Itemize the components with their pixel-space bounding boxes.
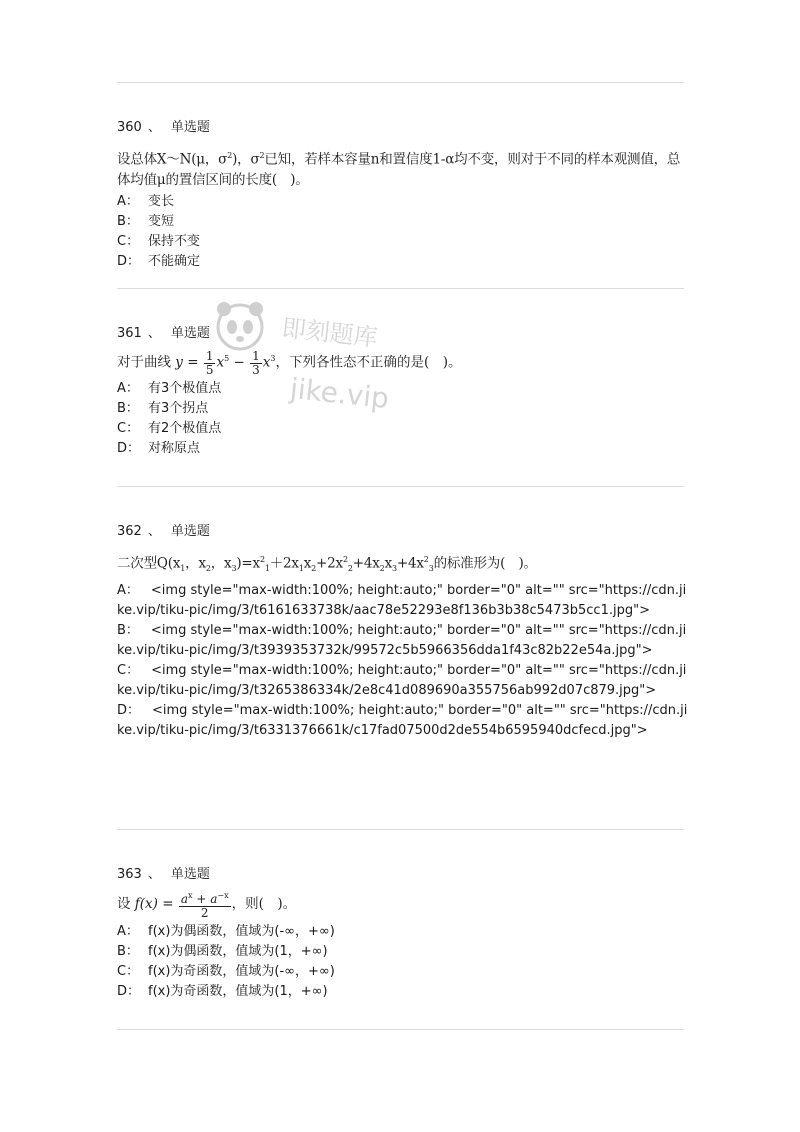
option-label: A： xyxy=(117,924,139,939)
option-text: 变短 xyxy=(148,213,175,229)
option-c[interactable] xyxy=(117,232,697,252)
option-label: D： xyxy=(117,440,141,456)
question-separator: 、 xyxy=(147,326,161,341)
question-type: 单选题 xyxy=(170,867,210,882)
fraction: $\frac{1}{5}$ xyxy=(205,348,214,377)
question-header xyxy=(117,119,697,137)
question-number: 363 xyxy=(117,867,142,882)
question-header xyxy=(117,523,697,541)
question-separator: 、 xyxy=(147,120,161,135)
option-label: D： xyxy=(117,253,141,269)
question-360 xyxy=(117,119,697,272)
question-type: 单选题 xyxy=(170,524,210,539)
option-a[interactable] xyxy=(117,192,697,212)
option-label: B： xyxy=(117,623,139,639)
separator-line xyxy=(117,829,684,830)
option-text: f(x)为奇函数，值域为(-∞，+∞) xyxy=(148,964,335,979)
option-b[interactable] xyxy=(117,942,697,962)
question-header xyxy=(117,325,697,343)
option-label: B： xyxy=(117,213,139,229)
question-number: 362 xyxy=(117,524,142,539)
option-text: f(x)为奇函数，值域为(1，+∞) xyxy=(148,984,328,999)
question-stem: 设 f(x) = $\frac{a^x + a^{-x}}{2}$ ，则( )。 xyxy=(117,891,297,920)
fraction: $\frac{a^x + a^{-x}}{2}$ xyxy=(180,891,229,920)
option-text: 有3个极值点 xyxy=(148,380,222,396)
separator-line xyxy=(117,486,684,487)
option-c[interactable] xyxy=(117,661,689,701)
question-number: 360 xyxy=(117,120,142,135)
option-b[interactable] xyxy=(117,621,689,661)
question-363 xyxy=(117,866,697,1002)
separator-line xyxy=(117,82,684,83)
option-label: A： xyxy=(117,583,139,599)
option-text: 对称原点 xyxy=(148,440,201,456)
option-text: <img style="max-width:100%; height:auto;" border="0" alt="" src="https://cdn.jike.vip/tiku-pic/img/3/t3265386334k/2e8c41d089690a355756ab992d07c879.jpg"> xyxy=(117,663,687,699)
option-label: A： xyxy=(117,380,139,396)
watermark-domain: jike.vip xyxy=(288,371,391,416)
option-b[interactable] xyxy=(117,212,697,232)
option-label: A： xyxy=(117,193,139,209)
question-type: 单选题 xyxy=(170,326,210,341)
option-text: 保持不变 xyxy=(148,233,201,249)
option-d[interactable] xyxy=(117,982,697,1002)
question-stem: 设总体X～N(μ，$\sigma^2$)，$\sigma^2$已知，若样本容量n和置信度1-α均不变，则对于不同的样本观测值，总体均值μ的置信区间的长度( )。 xyxy=(117,151,681,188)
option-a[interactable] xyxy=(117,922,697,942)
option-a[interactable] xyxy=(117,581,689,621)
option-d[interactable] xyxy=(117,439,697,459)
question-separator: 、 xyxy=(147,867,161,882)
option-text: 有3个拐点 xyxy=(148,400,209,416)
option-label: C： xyxy=(117,233,140,249)
option-label: C： xyxy=(117,663,140,679)
option-label: D： xyxy=(117,984,141,999)
question-separator: 、 xyxy=(147,524,161,539)
fraction: $\frac{1}{3}$ xyxy=(252,348,260,377)
question-number: 361 xyxy=(117,326,142,341)
option-b[interactable] xyxy=(117,399,697,419)
option-c[interactable] xyxy=(117,419,697,439)
option-text: <img style="max-width:100%; height:auto;" border="0" alt="" src="https://cdn.jike.vip/tiku-pic/img/3/t3939353732k/99572c5b5966356dda1f43c82b22e54a.jpg"> xyxy=(117,623,687,659)
option-a[interactable] xyxy=(117,379,697,399)
question-362 xyxy=(117,523,697,741)
option-d[interactable] xyxy=(117,701,689,741)
option-label: C： xyxy=(117,964,140,979)
watermark-brand: 即刻题库 xyxy=(280,314,379,352)
option-text: <img style="max-width:100%; height:auto;" border="0" alt="" src="https://cdn.jike.vip/tiku-pic/img/3/t6161633738k/aac78e52293e8f136b3b38c5473b5cc1.jpg"> xyxy=(117,583,687,619)
option-label: B： xyxy=(117,944,139,959)
question-header xyxy=(117,866,697,884)
option-c[interactable] xyxy=(117,962,697,982)
question-stem: 二次型$Q(x_1$，$x_2$，$x_3)=x^2_1+2x_1x_2+2x^2_2+4x_2x_3+4x^2_3$的标准形为( )。 xyxy=(117,555,537,574)
option-label: D： xyxy=(117,703,141,719)
question-stem: 对于曲线 y = $\frac{1}{5}$ $x^5$ − $\frac{1}{3}$ $x^3$，下列各性态不正确的是( )。 xyxy=(117,348,462,377)
option-text: 有2个极值点 xyxy=(148,420,222,436)
option-d[interactable] xyxy=(117,252,697,272)
option-text: <img style="max-width:100%; height:auto;" border="0" alt="" src="https://cdn.jike.vip/tiku-pic/img/3/t6331376661k/c17fad07500d2de554b6595940dcfecd.jpg"> xyxy=(117,703,688,739)
separator-line xyxy=(117,1029,684,1030)
option-text: 变长 xyxy=(148,193,175,209)
option-label: B： xyxy=(117,400,139,416)
option-text: f(x)为偶函数，值域为(-∞，+∞) xyxy=(148,924,335,939)
option-text: 不能确定 xyxy=(148,253,201,269)
question-361 xyxy=(117,325,697,459)
option-text: f(x)为偶函数，值域为(1，+∞) xyxy=(148,944,328,959)
question-type: 单选题 xyxy=(170,120,210,135)
option-label: C： xyxy=(117,420,140,436)
